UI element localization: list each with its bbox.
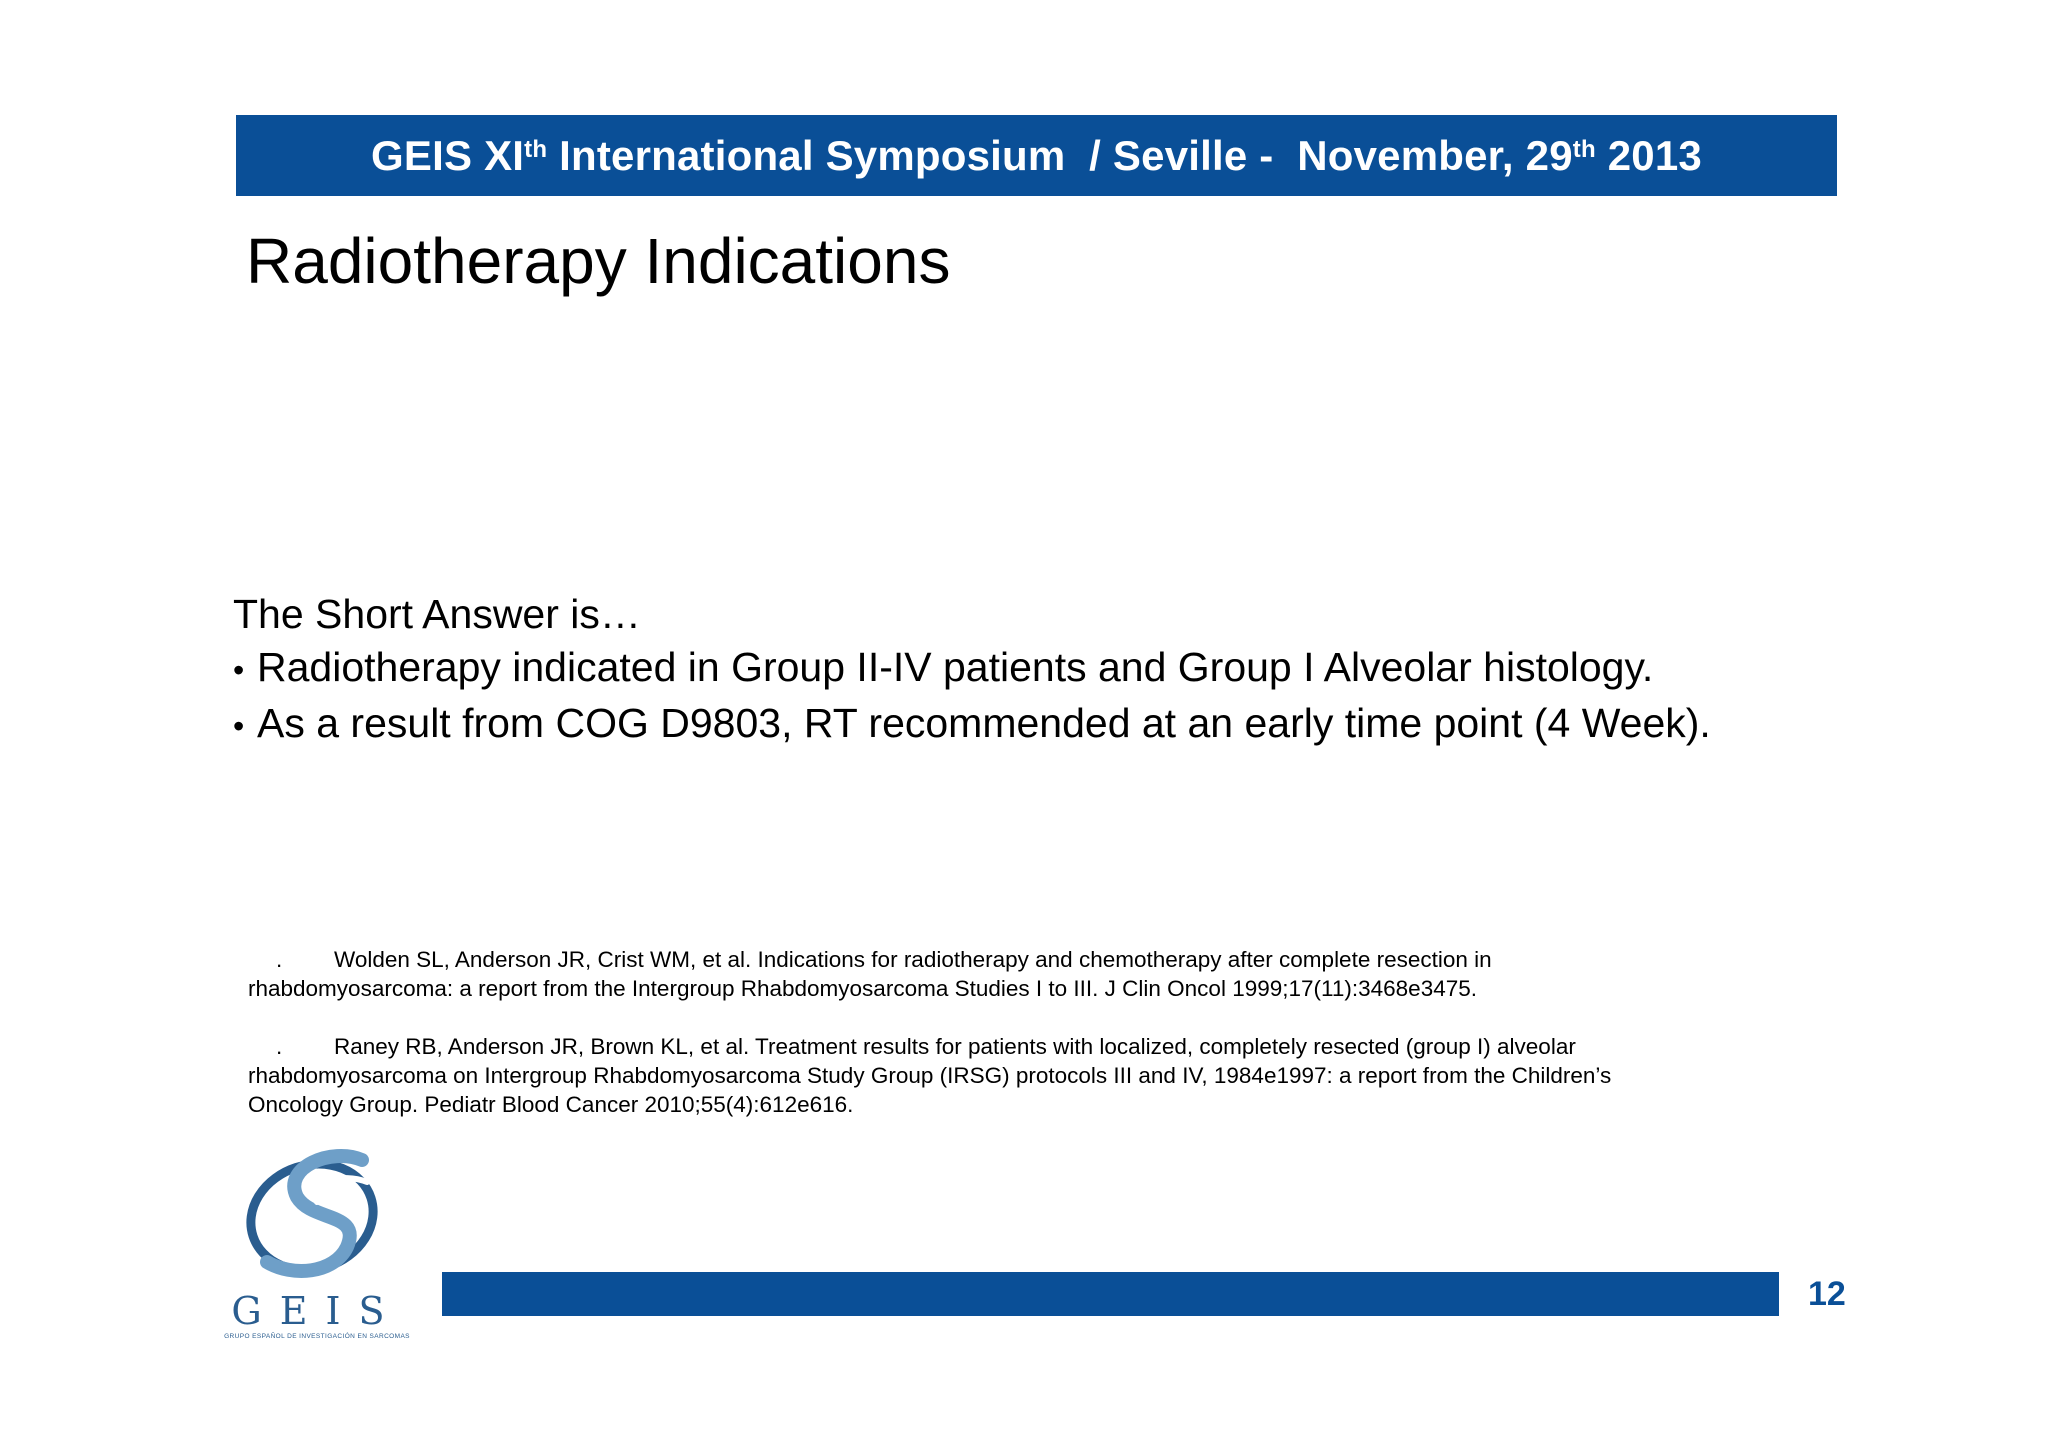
bullet-text: Radiotherapy indicated in Group II-IV patients and Group I Alveolar histology. (257, 644, 1654, 690)
geis-swoosh-icon (212, 1142, 422, 1292)
header-suffix: 2013 (1595, 131, 1702, 179)
slide-body (233, 588, 1873, 753)
bullet-symbol: • (233, 652, 245, 688)
geis-logo (212, 1142, 422, 1342)
reference-first-line: Wolden SL, Anderson JR, Crist WM, et al. Indications for radiotherapy and chemotherapy after complete resection in (334, 947, 1492, 972)
logo-subtitle: GRUPO ESPAÑOL DE INVESTIGACIÓN EN SARCOMAS (224, 1333, 410, 1340)
header-sup-1: th (524, 135, 548, 163)
bullet-symbol: • (233, 708, 245, 744)
reference-rest-2: Oncology Group. Pediatr Blood Cancer 2010;55(4):612e616. (248, 1092, 854, 1117)
header-banner (236, 115, 1837, 196)
header-sup-2: th (1572, 135, 1596, 163)
bullet-text: As a result from COG D9803, RT recommended at an early time point (4 Week). (257, 700, 1711, 746)
slide-title: Radiotherapy Indications (246, 225, 951, 297)
bullet-item (233, 697, 1873, 753)
bullet-item (233, 641, 1873, 697)
logo-word: GEIS (231, 1289, 403, 1333)
reference-item (248, 945, 1808, 1003)
lead-text: The Short Answer is… (233, 591, 641, 637)
reference-marker: . (276, 1034, 283, 1059)
reference-rest: rhabdomyosarcoma: a report from the Intergroup Rhabdomyosarcoma Studies I to III. J Clin Oncol 1999;17(11):3468e3475. (248, 976, 1477, 1001)
reference-marker: . (276, 947, 283, 972)
reference-rest: rhabdomyosarcoma on Intergroup Rhabdomyosarcoma Study Group (IRSG) protocols III and IV, 1984e1997: a report from the Children’s (248, 1063, 1612, 1088)
header-prefix: GEIS XI (371, 131, 525, 179)
reference-first-line: Raney RB, Anderson JR, Brown KL, et al. Treatment results for patients with localized, completely resected (group I) alveolar (334, 1034, 1576, 1059)
page-number: 12 (1808, 1275, 1846, 1313)
footer-bar (442, 1272, 1779, 1316)
reference-item (248, 1032, 1808, 1119)
references (248, 945, 1808, 1148)
header-middle: International Symposium / Seville - November, 29 (547, 131, 1573, 179)
